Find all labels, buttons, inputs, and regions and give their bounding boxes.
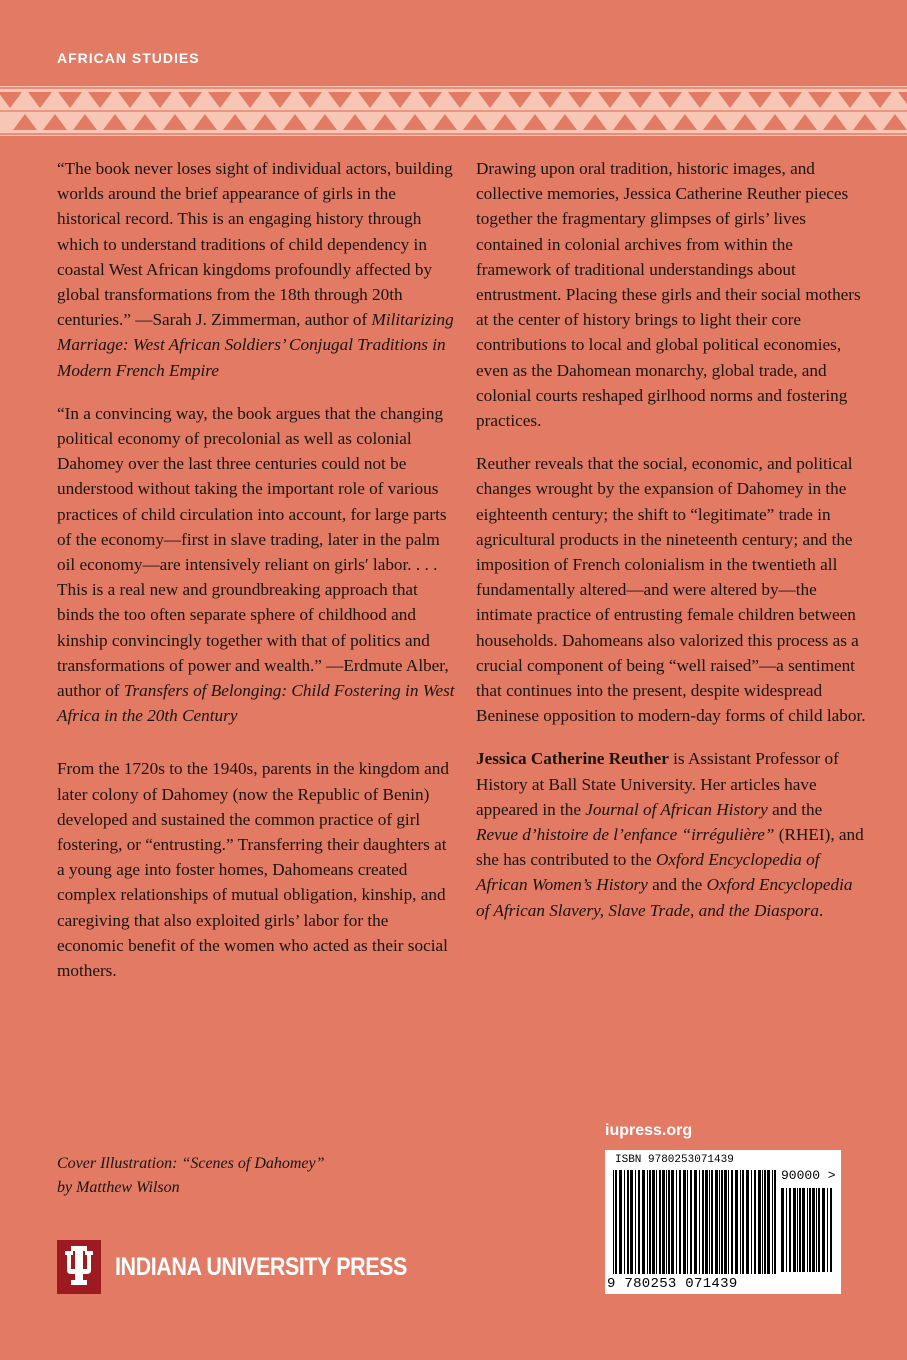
description-paragraph-1: From the 1720s to the 1940s, parents in the kingdom and later colony of Dahomey (now the Republic of Benin) developed and sustained the common practice of girl fostering, or “entrusting.” Transferring their daughters at a young age into foster homes, Dahomeans created complex relationships of mutual obligation, kinship, and caregiving that also exploited girls’ labor for the economic benefit of the women who acted as their social mothers. xyxy=(57,759,449,981)
price-code: 90000 > xyxy=(781,1168,836,1183)
publisher-website[interactable]: iupress.org xyxy=(605,1122,693,1139)
description-paragraph-3: Reuther reveals that the social, economic, and political changes wrought by the expansion of Dahomey in the eighteenth century; the shift to “legitimate” trade in agricultural products in the nineteenth century; and the imposition of French colonialism in the twentieth all fundamentally altered—and were altered by—the intimate practice of entrusting female children between households. Dahomeans also valorized this process as a crucial component of being “well raised”—a sentiment that continues into the present, despite widespread Beninese opposition to modern-day forms of child labor. xyxy=(476,454,866,726)
publisher-logo xyxy=(57,1240,454,1294)
series-label: AFRICAN STUDIES xyxy=(57,50,200,66)
right-column xyxy=(476,156,868,941)
iu-trident-icon xyxy=(57,1240,101,1294)
isbn-label: ISBN 9780253071439 xyxy=(615,1154,734,1166)
description-paragraph-2: Drawing upon oral tradition, historic images, and collective memories, Jessica Catherine Reuther pieces together the fragmentary glimpses of girls’ lives contained in colonial archives from within the framework of traditional understandings about entrustment. Placing these girls and their social mothers at the center of history brings to light their core contributions to local and global political economies, even as the Dahomean monarchy, global trade, and colonial courts reshaped girlhood norms and fostering practices. xyxy=(476,159,861,431)
author-bio: Jessica Catherine Reuther is Assistant Professor of History at Ball State University. Her articles have appeared in the Journal of African History and the Revue d’histoire de l’enfance “irrégulière” (RHEI), and she has contributed to the Oxford Encyclopedia of African Women’s History and the Oxford Encyclopedia of African Slavery, Slave Trade, and the Diaspora. xyxy=(476,749,864,920)
decorative-pattern-band xyxy=(0,86,907,136)
quote-1-source: Militarizing Marriage: West African Soldiers’ Conjugal Traditions in Modern French Empire xyxy=(57,310,454,380)
author-name: Jessica Catherine Reuther xyxy=(476,749,669,769)
publisher-name: INDIANA UNIVERSITY PRESS xyxy=(115,1252,407,1281)
praise-quote-2 xyxy=(57,401,455,729)
barcode-addon-bars xyxy=(781,1188,835,1272)
praise-quote-1 xyxy=(57,156,455,383)
barcode-bars xyxy=(613,1170,777,1276)
quote-1-text: “The book never loses sight of individual actors, building worlds around the brief appearance of girls in the historical record. This is an engaging history through which to understand traditions of child dependency in coastal West African kingdoms profoundly affected by global transformations from the 18th through 20th centuries.” —Sarah J. Zimmerman, author of xyxy=(57,159,453,330)
left-column xyxy=(57,156,455,1001)
quote-2-text: “In a convincing way, the book argues that the changing political economy of precolonial as well as colonial Dahomey over the last three centuries could not be understood without taking the important role of various practices of child circulation into account, for large parts of the economy—first in slave trading, later in the palm oil economy—are intensively reliant on girls′ labor. . . . This is a real new and groundbreaking approach that binds the too often separate sphere of childhood and kinship convincingly together with that of politics and transformations of power and wealth.” —Erdmute Alber, author of xyxy=(57,403,449,701)
quote-2-source: Transfers of Belonging: Child Fostering in West Africa in the 20th Century xyxy=(57,681,455,726)
isbn-barcode xyxy=(605,1150,841,1294)
cover-credit: Cover Illustration: “Scenes of Dahomey” by Matthew Wilson xyxy=(57,1155,325,1196)
isbn-digits: 9 780253 071439 xyxy=(607,1276,738,1292)
